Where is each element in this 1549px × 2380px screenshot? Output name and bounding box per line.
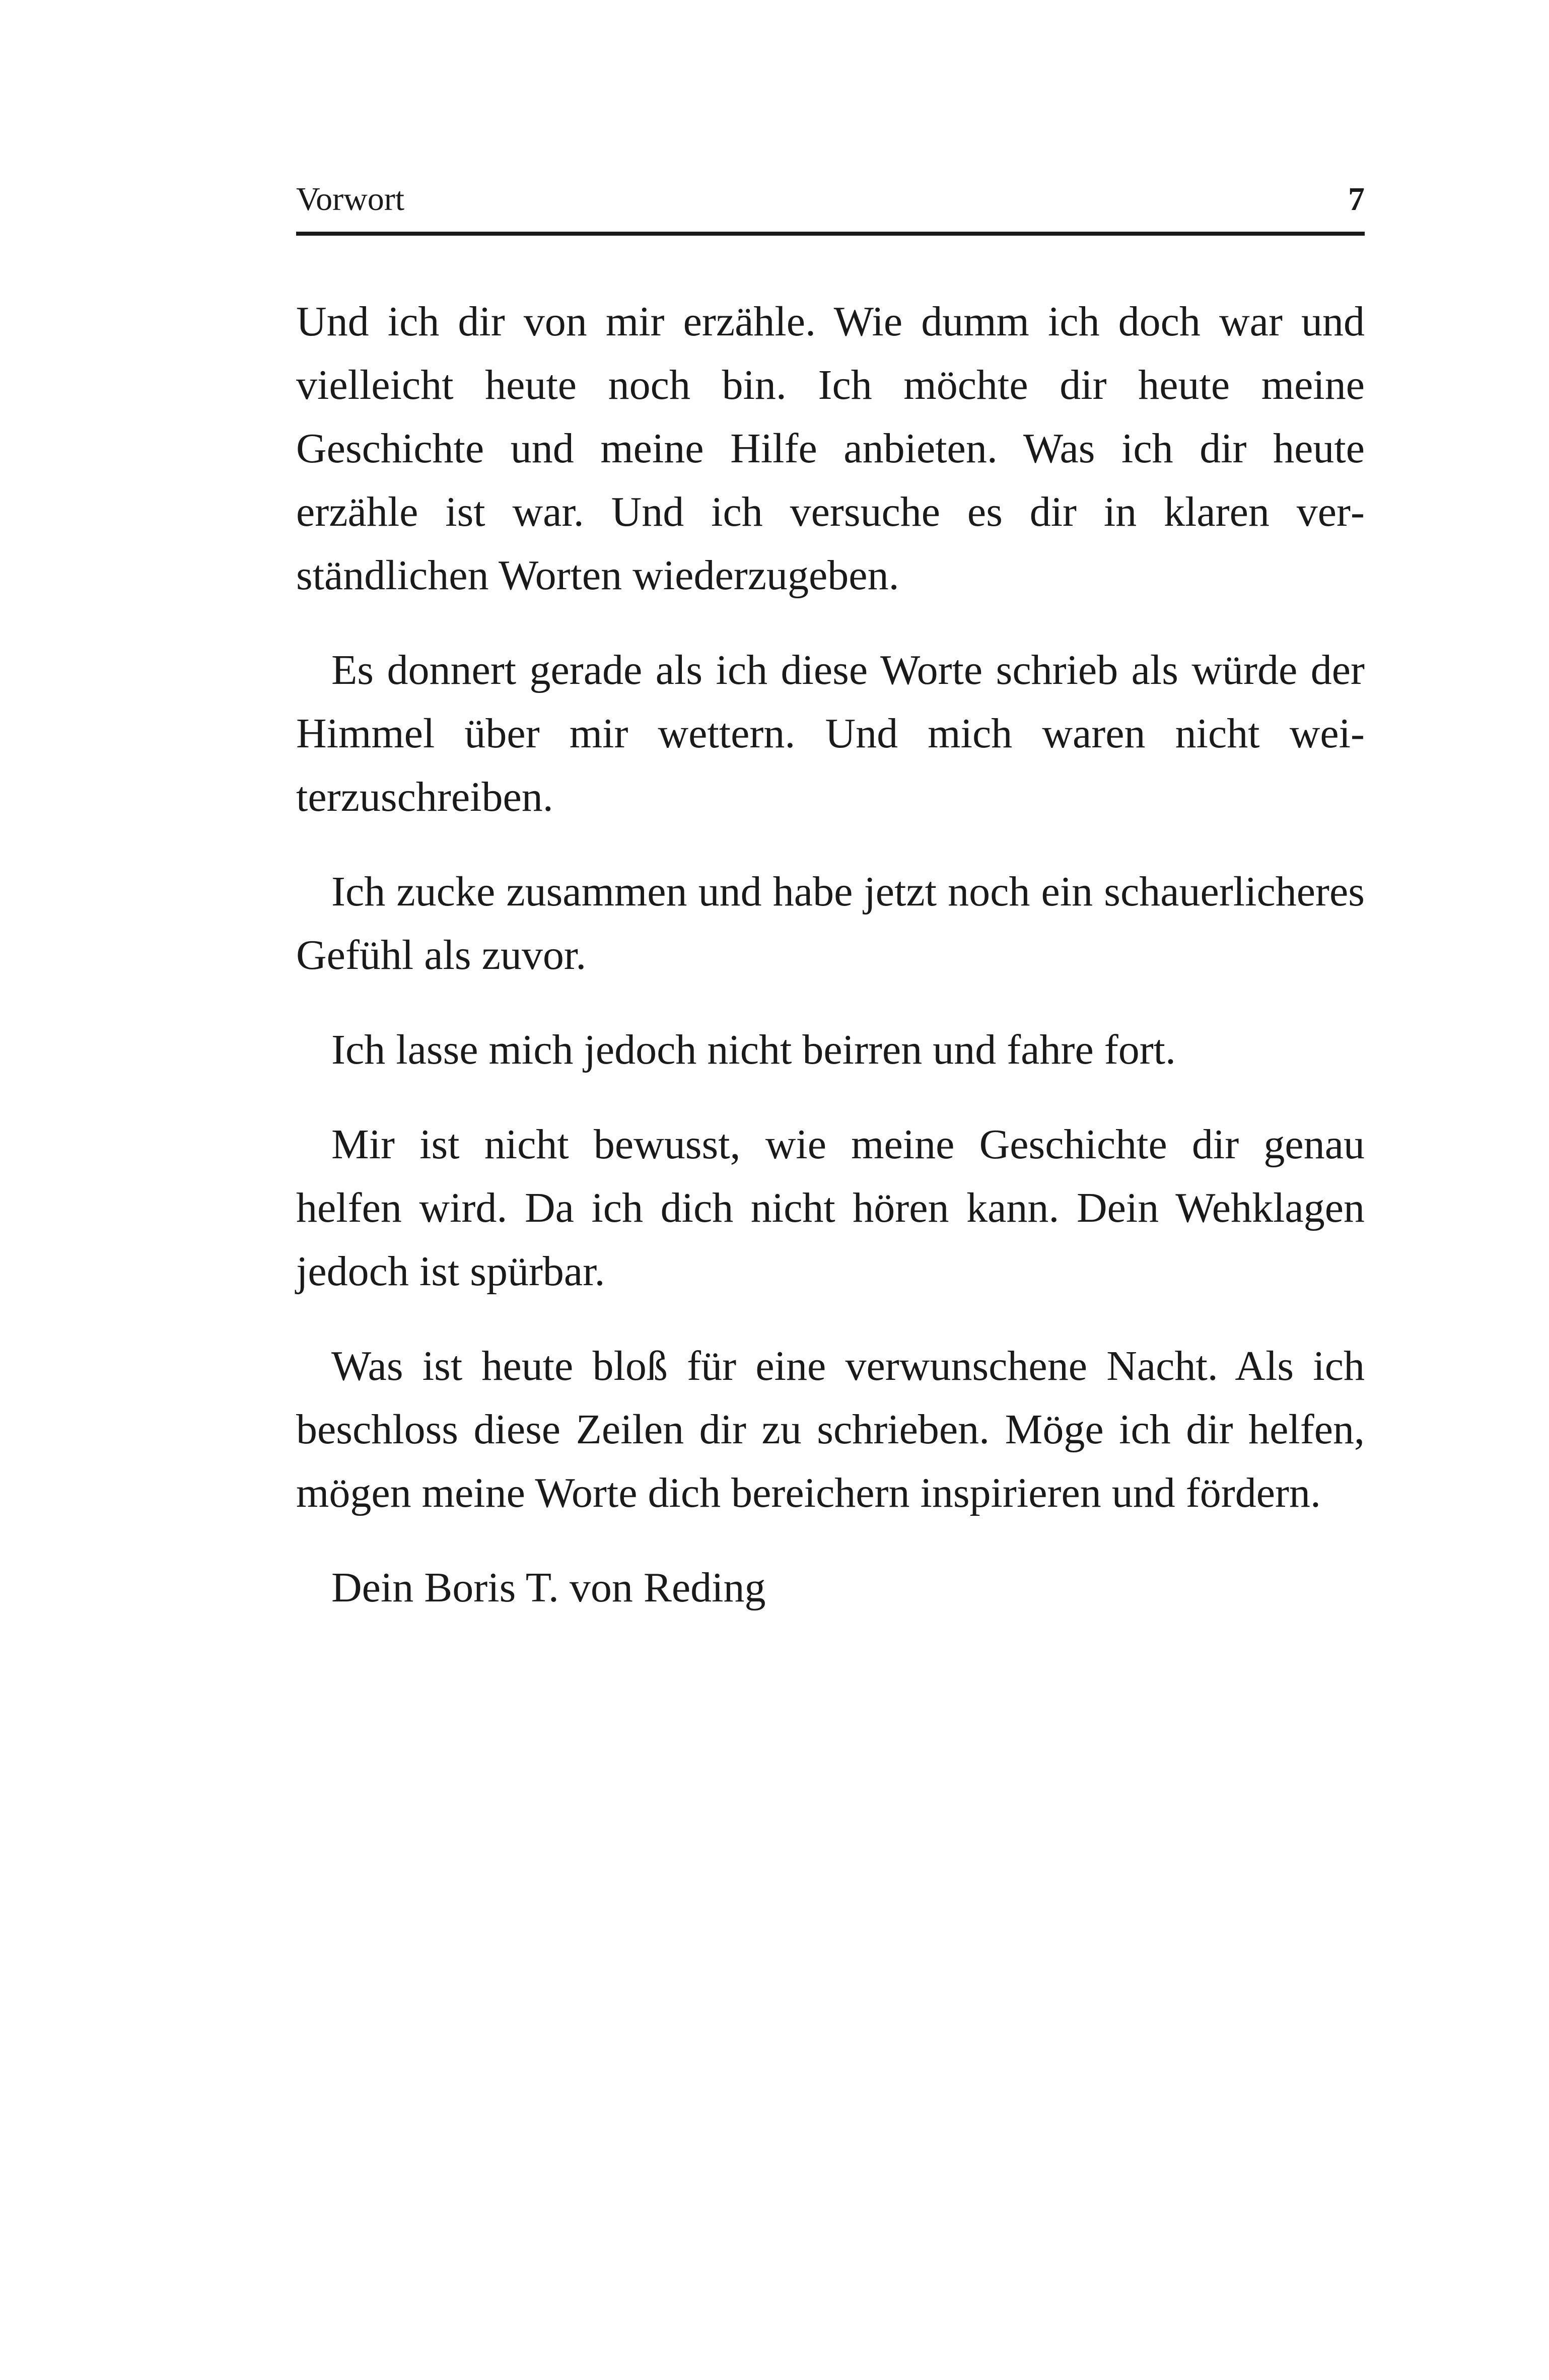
paragraph: Mir ist nicht bewusst, wie meine Geschichte dir genau helfen wird. Da ich dich nicht hören kann. Dein Wehklagen jedoch ist spürbar. <box>296 1121 1365 1295</box>
paragraph: Was ist heute bloß für eine verwunschene Nacht. Als ich beschloss diese Zeilen dir zu schrieben. Möge ich dir helfen, mögen meine Worte dich bereichern inspirieren und fördern. <box>296 1343 1365 1516</box>
paragraph: Ich zucke zusammen und habe jetzt noch ein schauerlicheres Gefühl als zuvor. <box>296 868 1365 978</box>
paragraph: Es donnert gerade als ich diese Worte schrieb als würde der Himmel über mir wettern. Und mich waren nicht weiterzuschreiben. <box>296 647 1365 820</box>
page-number: 7 <box>1348 181 1365 218</box>
paragraph: Und ich dir von mir erzähle. Wie dumm ich doch war und vielleicht heute noch bin. Ich möchte dir heute meine Geschichte und meine Hilfe anbieten. Was ich dir heute erzähle ist war. Und ich versuche es dir in klaren verständlichen Worten wiederzugeben. <box>296 298 1365 599</box>
paragraph: Ich lasse mich jedoch nicht beirren und fahre fort. <box>331 1026 1176 1073</box>
running-head <box>296 171 1365 236</box>
body-text <box>296 290 1365 1620</box>
running-title: Vorwort <box>296 181 405 218</box>
signature-line: Dein Boris T. von Reding <box>331 1564 766 1611</box>
